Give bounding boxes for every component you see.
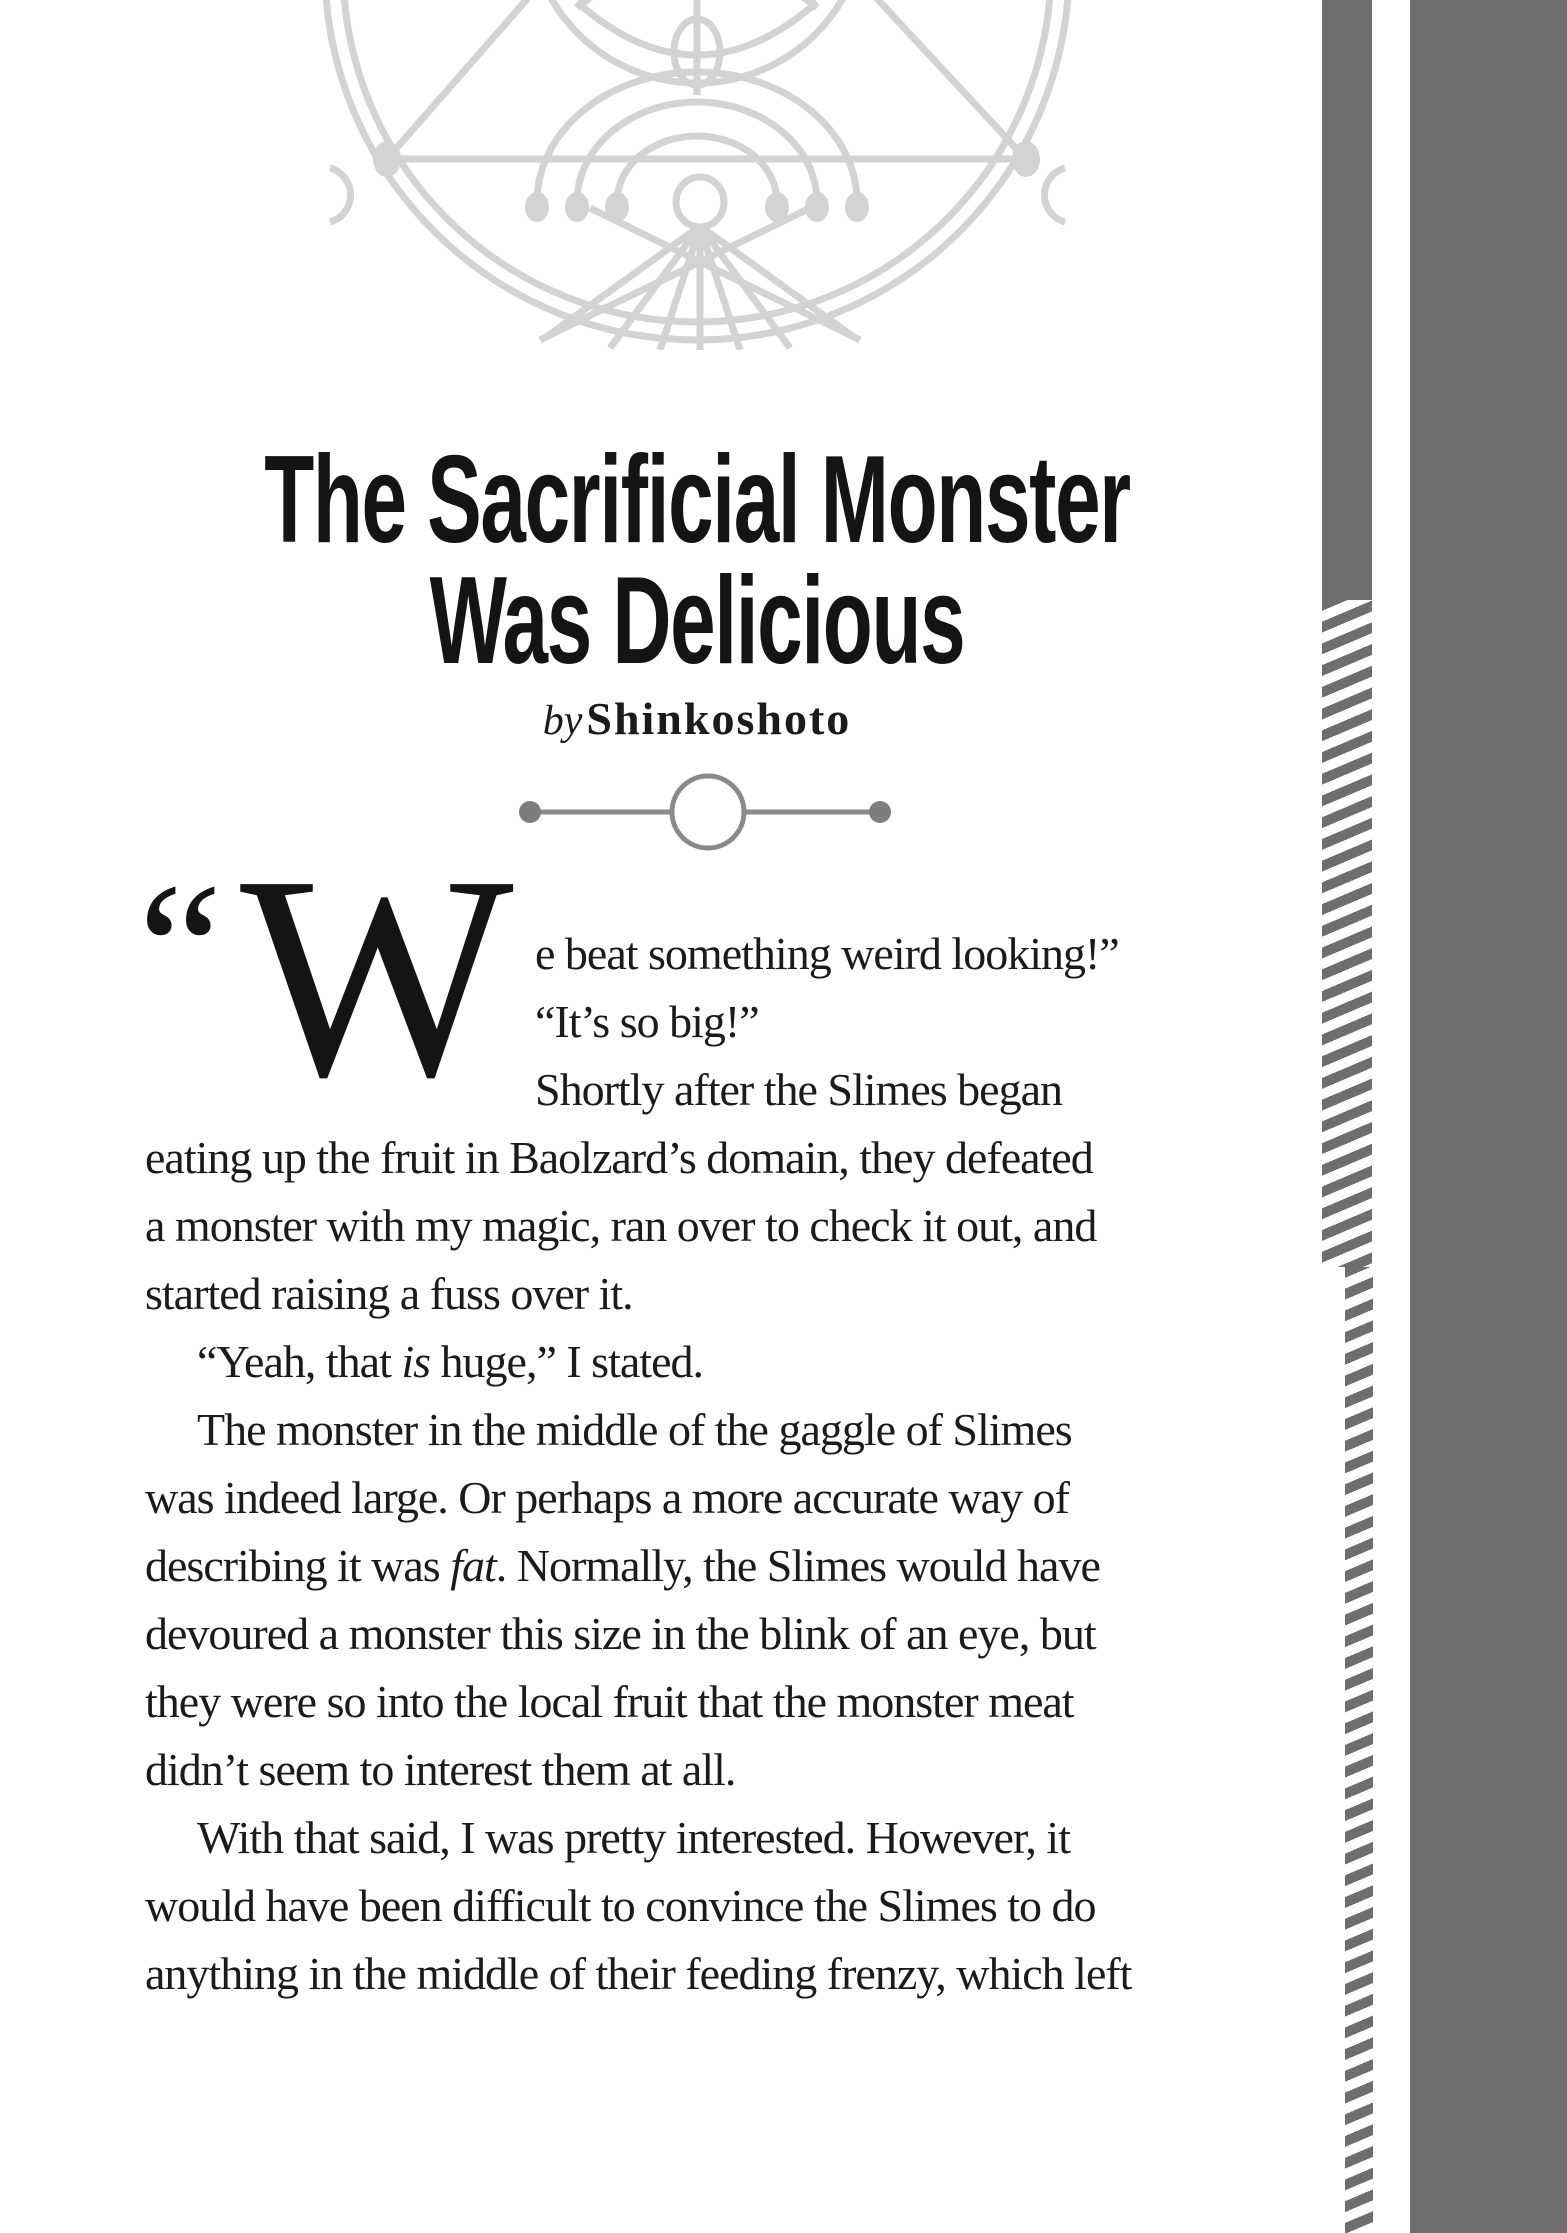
byline-prefix: by bbox=[542, 698, 583, 744]
body-line: anything in the middle of their feeding frenzy, which left bbox=[145, 1948, 1132, 1999]
page-edge-solid-bar bbox=[1322, 0, 1372, 600]
page-edge-stripes-upper bbox=[1322, 600, 1372, 1267]
body-line: With that said, I was pretty interested. However, it bbox=[197, 1812, 1070, 1863]
body-line: “Yeah, that is huge,” I stated. bbox=[197, 1336, 703, 1387]
magic-circle-ornament bbox=[250, 0, 1150, 350]
body-line: didn’t seem to interest them at all. bbox=[145, 1744, 736, 1795]
right-gray-panel bbox=[1410, 0, 1567, 2233]
body-line: eating up the fruit in Baolzard’s domain, they defeated bbox=[145, 1132, 1093, 1183]
body-line: they were so into the local fruit that the monster meat bbox=[145, 1676, 1074, 1727]
body-line: would have been difficult to convince the Slimes to do bbox=[145, 1880, 1096, 1931]
author-name: Shinkoshoto bbox=[586, 693, 852, 744]
drop-cap-letter: W bbox=[240, 816, 514, 1137]
body-line: describing it was fat. Normally, the Slimes would have bbox=[145, 1540, 1100, 1591]
body-line: e beat something weird looking!” bbox=[535, 928, 1119, 979]
chapter-title-line1: The Sacrificial Monster bbox=[264, 431, 1130, 569]
byline bbox=[0, 692, 1394, 745]
line-and-circle-divider bbox=[515, 768, 895, 858]
chapter-title-line2: Was Delicious bbox=[429, 552, 965, 690]
body-line: devoured a monster this size in the blink of an eye, but bbox=[145, 1608, 1096, 1659]
body-line: The monster in the middle of the gaggle of Slimes bbox=[197, 1404, 1072, 1455]
page-edge-stripes-lower bbox=[1345, 1267, 1373, 2233]
body-line: a monster with my magic, ran over to check it out, and bbox=[145, 1200, 1097, 1251]
body-line: Shortly after the Slimes began bbox=[535, 1064, 1062, 1115]
body-line: started raising a fuss over it. bbox=[145, 1268, 633, 1319]
chapter-title bbox=[237, 431, 1157, 690]
body-line: was indeed large. Or perhaps a more accurate way of bbox=[145, 1472, 1069, 1523]
body-line: “It’s so big!” bbox=[535, 996, 759, 1047]
drop-cap-open-quote: “ bbox=[138, 845, 217, 1055]
body-text bbox=[145, 920, 1205, 2008]
